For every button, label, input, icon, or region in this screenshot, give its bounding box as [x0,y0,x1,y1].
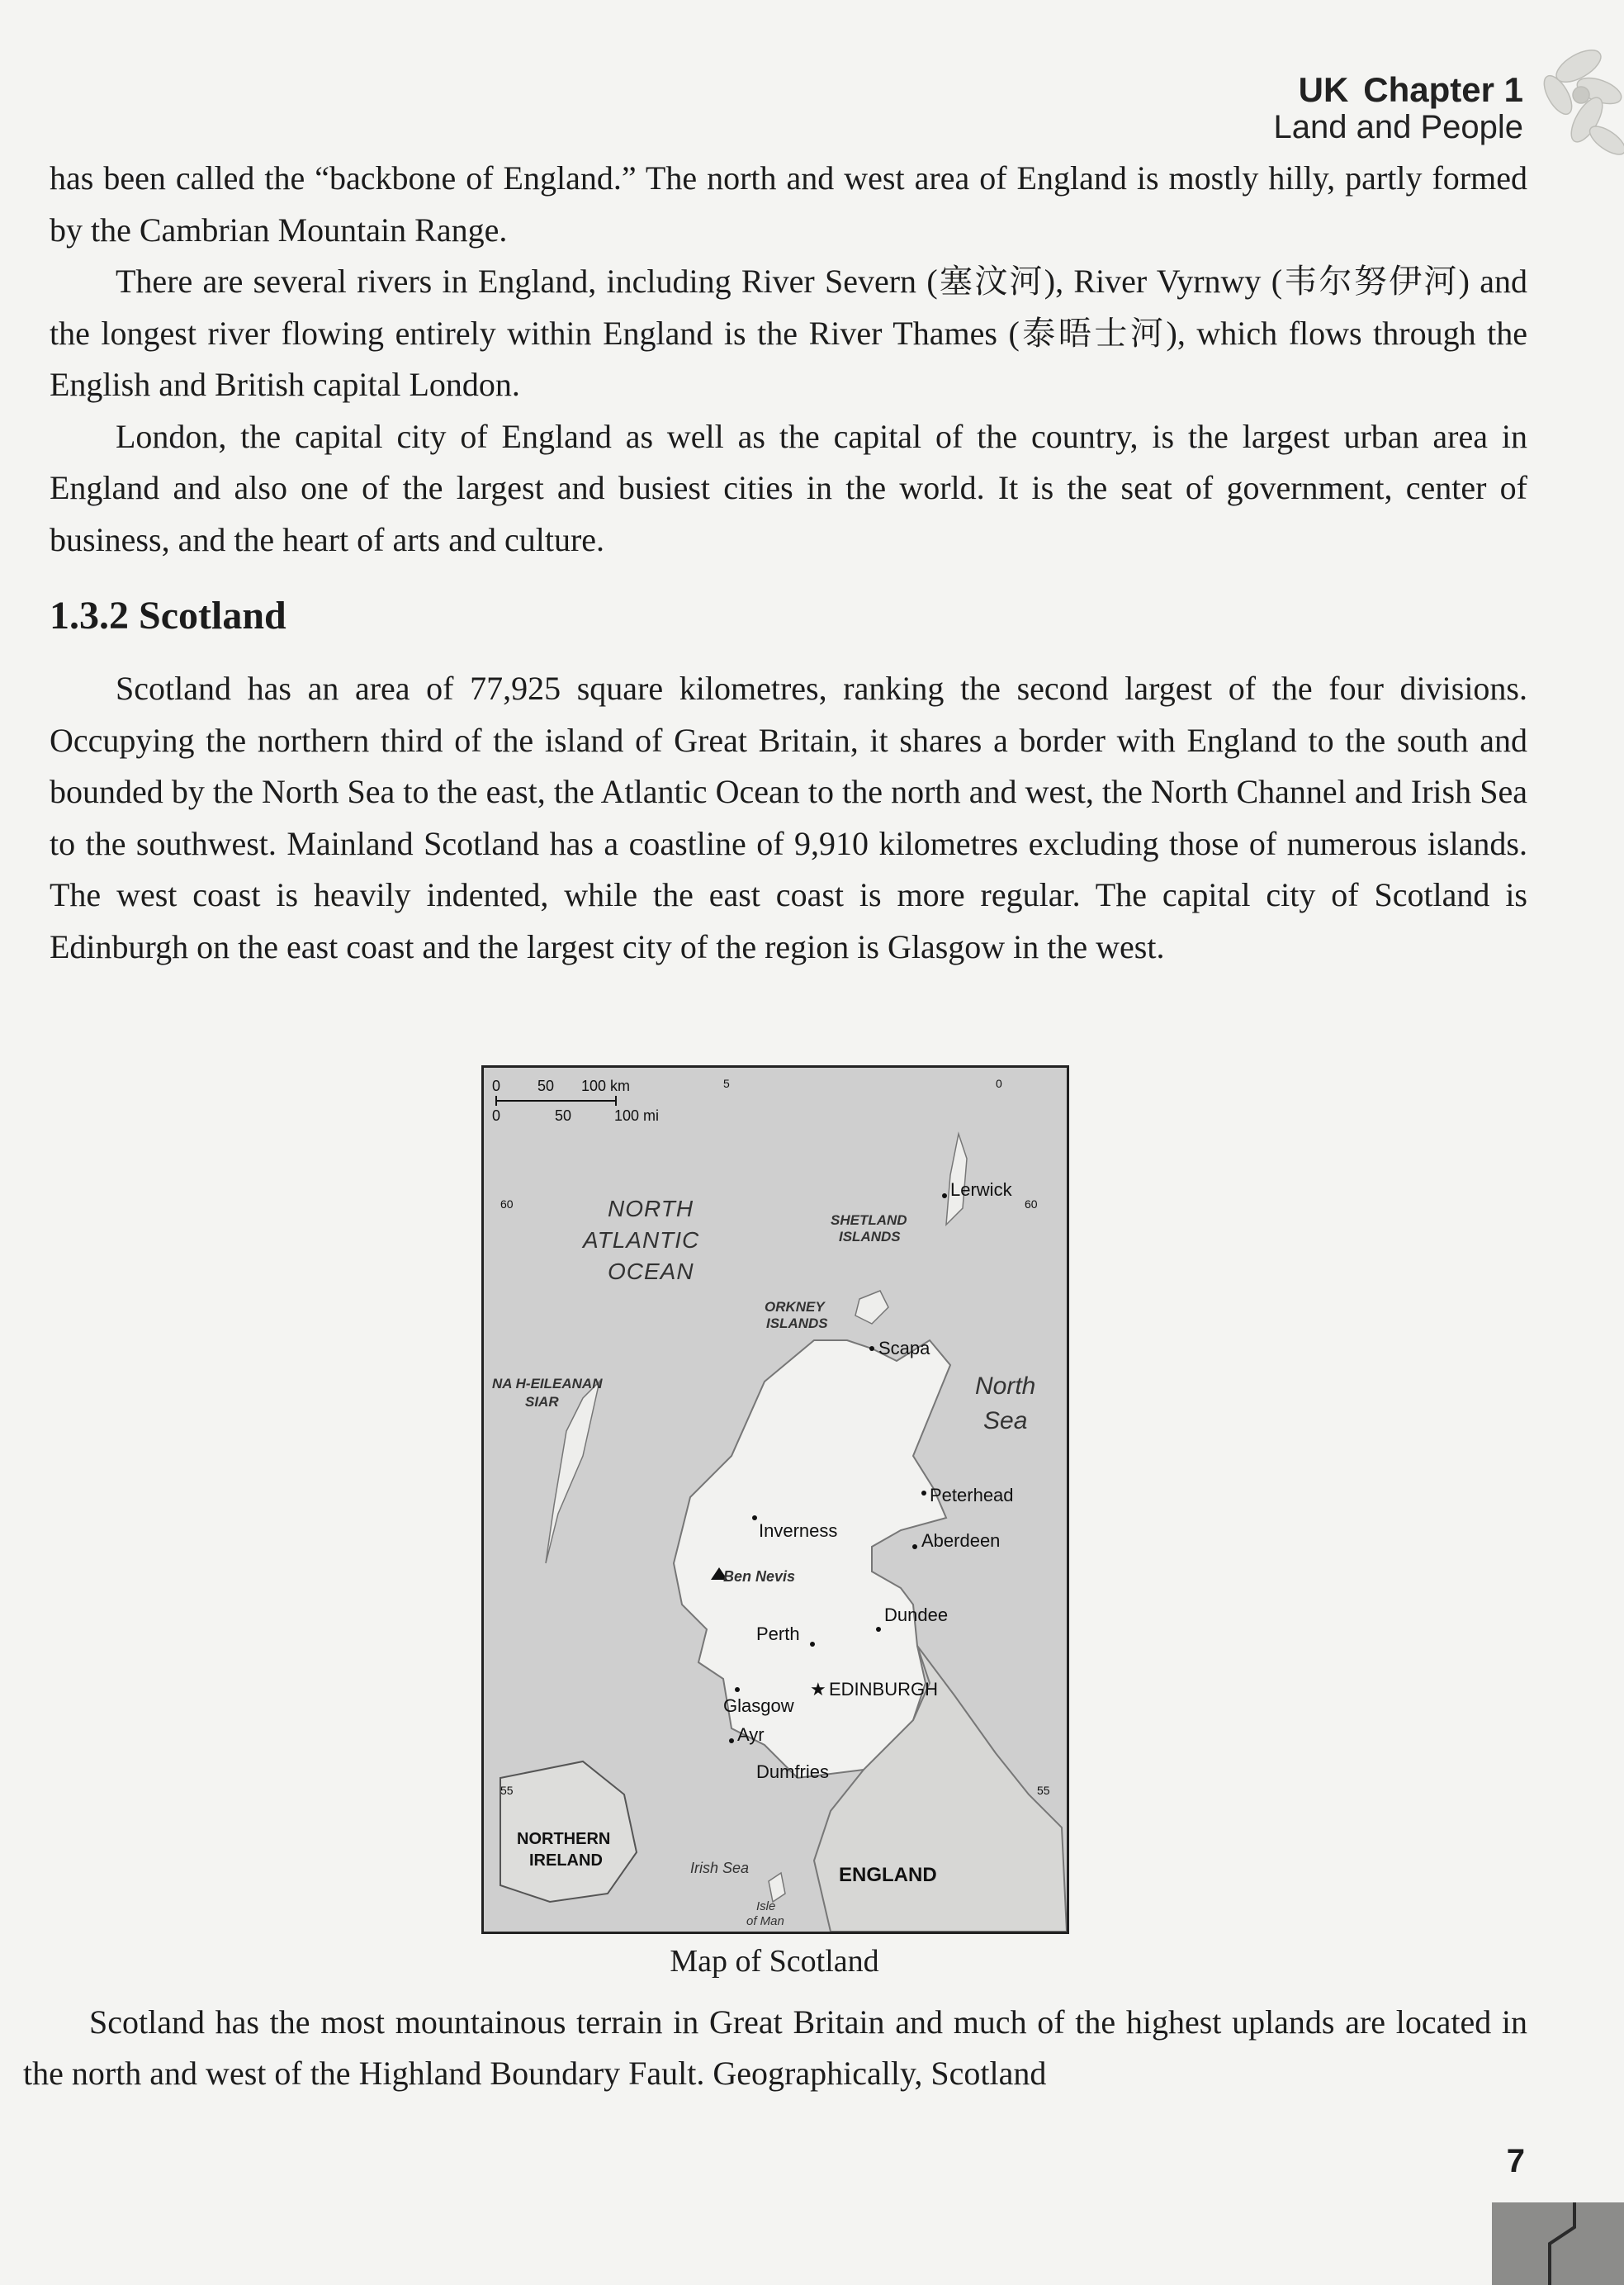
glasgow-label: Glasgow [723,1695,794,1716]
ayr-label: Ayr [737,1724,765,1745]
isle-of-man-label-1: Isle [756,1899,776,1913]
isle-of-man-label-2: of Man [746,1914,784,1928]
paragraph: London, the capital city of England as well as the capital of the country, is the largest urban area in England and also one of the largest and busiest cities in the world. It is the seat of government, center of business, and the heart of arts and culture. [50,417,1527,558]
latitude-60-left: 60 [500,1197,514,1211]
scapa-label: Scapa [878,1338,930,1358]
map-svg [484,1068,1067,1932]
dumfries-label: Dumfries [756,1761,830,1782]
paragraph: Scotland has an area of 77,925 square kilometres, ranking the second largest of the four divisions. Occupying the northern third of the island of Great Britain, it shares a border with England to the south and bounded by the North Sea to the east, the Atlantic Ocean to the north and west, the North Channel and Irish Sea to the southwest. Mainland Scotland has a coastline of 9,910 kilometres excluding those of numerous islands. The west coast is heavily indented, while the east coast is more regular. The capital city of Scotland is Edinburgh on the east coast and the largest city of the region is Glasgow in the west. [50,670,1527,965]
paragraph: There are several rivers in England, including River Severn (塞汶河), River Vyrnwy (韦尔努伊河) and the longest river flowing entirely within England is the River Thames (泰晤士河), which flows through the English and British capital London. [50,263,1527,403]
north-sea-label-2: Sea [983,1407,1028,1434]
scale-km-100: 100 km [581,1078,631,1094]
scale-mi-50: 50 [555,1107,572,1124]
scale-mi-0: 0 [492,1107,501,1124]
irish-sea-label: Irish Sea [690,1860,750,1876]
ben-nevis-label: Ben Nevis [723,1568,796,1585]
northern-ireland-label-1: NORTHERN [517,1830,611,1848]
aberdeen-label: Aberdeen [921,1530,1001,1551]
england-label: ENGLAND [839,1864,937,1886]
edinburgh-label: EDINBURGH [829,1679,939,1700]
map-figure [481,1065,1068,1932]
scale-mi-100: 100 mi [614,1107,660,1124]
country-label: UK [1298,70,1349,109]
page-number: 7 [1506,2143,1525,2179]
western-isles-label-1: NA H-EILEANAN [492,1376,603,1391]
northern-ireland-label-2: IRELAND [529,1851,603,1870]
latitude-55-left: 55 [500,1784,514,1797]
body-text-bottom [23,1997,1527,2099]
scale-km-50: 50 [537,1078,555,1094]
lerwick-label: Lerwick [950,1179,1012,1200]
shetland-label-1: SHETLAND [831,1212,907,1228]
ocean-label-1: NORTH [608,1196,694,1221]
dundee-label: Dundee [884,1605,949,1625]
scale-km-0: 0 [492,1078,501,1094]
western-isles-label-2: SIAR [525,1394,559,1410]
chapter-subtitle: Land and People [1273,109,1523,146]
corner-decoration-icon [1459,2186,1624,2285]
scotland-map [481,1065,1069,1934]
latitude-60-right: 60 [1025,1197,1038,1211]
perth-label: Perth [756,1624,800,1644]
ocean-label-2: ATLANTIC [583,1227,700,1253]
running-header [1274,71,1524,145]
paragraph: Scotland has the most mountainous terrain in Great Britain and much of the highest uplands are located in the north and west of the Highland Boundary Fault. Geographically, Scotland [23,2003,1527,2092]
longitude-0: 0 [996,1077,1002,1090]
peterhead-label: Peterhead [930,1485,1014,1505]
body-text-top [50,153,1527,973]
chapter-number: Chapter 1 [1363,70,1523,109]
inverness-label: Inverness [759,1520,838,1541]
map-caption: Map of Scotland [670,1944,879,1979]
chapter-label [1274,71,1524,109]
ocean-label-3: OCEAN [608,1259,694,1284]
edinburgh-star-icon: ★ [810,1679,826,1700]
paragraph: has been called the “backbone of England.” The north and west area of England is mostly hilly, partly formed by the Cambrian Mountain Range. [50,159,1527,249]
longitude-5: 5 [723,1077,730,1090]
shetland-label-2: ISLANDS [839,1229,901,1244]
section-heading: 1.3.2 Scotland [50,594,286,638]
orkney-label-1: ORKNEY [765,1299,825,1315]
north-sea-label-1: North [975,1372,1036,1400]
latitude-55-right: 55 [1037,1784,1050,1797]
orkney-label-2: ISLANDS [766,1316,828,1331]
